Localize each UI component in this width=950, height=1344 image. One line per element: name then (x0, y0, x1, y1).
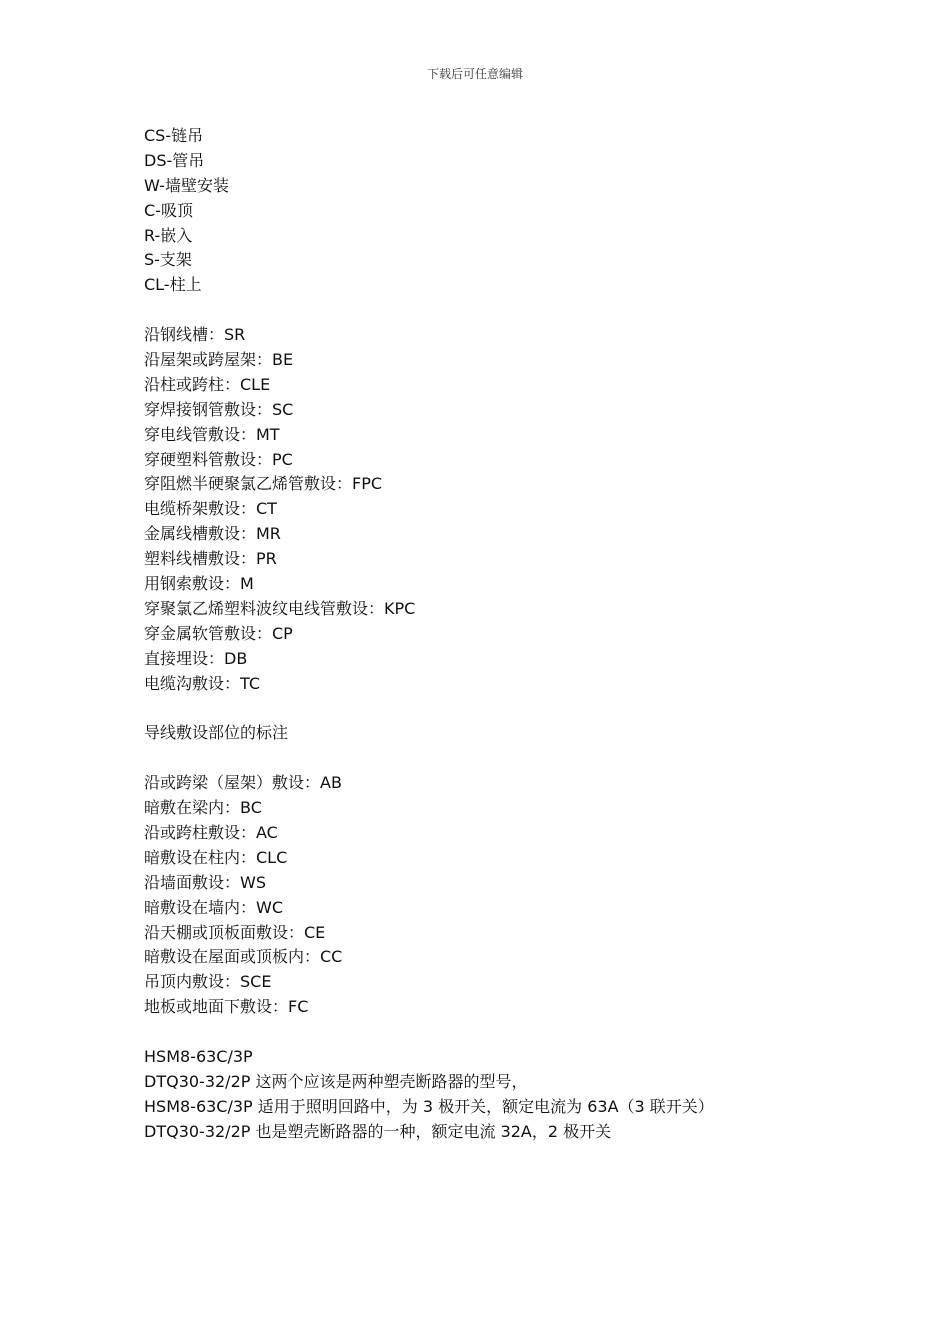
list-item: 地板或地面下敷设：FC (144, 997, 309, 1017)
list-item: 沿或跨柱敷设：AC (144, 822, 278, 842)
list-item: 暗敷设在屋面或顶板内：CC (144, 947, 343, 967)
list-item: 沿柱或跨柱：CLE (144, 374, 271, 394)
breaker-line: HSM8-63C/3P 适用于照明回路中，为 3 极开关，额定电流为 63A（3 联开关） (144, 1096, 714, 1116)
paragraph-gap (144, 746, 864, 771)
list-item: CL-柱上 (144, 275, 202, 295)
list-item: 沿天棚或顶板面敷设：CE (144, 922, 326, 942)
list-item: 沿或跨梁（屋架）敷设：AB (144, 773, 342, 793)
list-item: 穿电线管敷设：MT (144, 424, 280, 444)
breaker-line: HSM8-63C/3P (144, 1046, 253, 1066)
breaker-notes (144, 1045, 864, 1145)
list-item: CS-链吊 (144, 126, 204, 145)
list-item: 沿屋架或跨屋架：BE (144, 350, 294, 370)
list-item: 沿钢线槽：SR (144, 325, 246, 345)
paragraph-gap (144, 696, 864, 721)
breaker-line: DTQ30-32/2P 这两个应该是两种塑壳断路器的型号， (144, 1071, 528, 1091)
install-methods-list (144, 124, 864, 298)
paragraph-gap (144, 298, 864, 323)
list-item: 穿硬塑料管敷设：PC (144, 449, 293, 469)
page-header: 下载后可任意编辑 (426, 67, 523, 81)
list-item: 暗敷在梁内：BC (144, 798, 262, 818)
list-item: 电缆沟敷设：TC (144, 673, 261, 693)
list-item: 穿焊接钢管敷设：SC (144, 399, 294, 419)
list-item: R-嵌入 (144, 225, 193, 245)
list-item: 直接埋设：DB (144, 648, 248, 668)
list-item: 穿阻燃半硬聚氯乙烯管敷设：FPC (144, 474, 383, 494)
list-item: 用钢索敷设：M (144, 574, 254, 594)
list-item: S-支架 (144, 250, 192, 270)
list-item: 穿金属软管敷设：CP (144, 623, 293, 643)
document-body (144, 124, 864, 1145)
list-item: 金属线槽敷设：MR (144, 524, 281, 544)
list-item: 暗敷设在柱内：CLC (144, 847, 288, 867)
section-heading: 导线敷设部位的标注 (144, 723, 289, 743)
list-item: C-吸顶 (144, 200, 193, 220)
list-item: 电缆桥架敷设：CT (144, 499, 277, 519)
list-item: 暗敷设在墙内：WC (144, 897, 283, 917)
wiring-methods-list (144, 323, 864, 696)
list-item: W-墙壁安装 (144, 175, 229, 195)
breaker-line: DTQ30-32/2P 也是塑壳断路器的一种，额定电流 32A，2 极开关 (144, 1121, 612, 1141)
list-item: DS-管吊 (144, 150, 205, 170)
list-item: 吊顶内敷设：SCE (144, 972, 272, 992)
position-methods-list (144, 771, 864, 1020)
list-item: 穿聚氯乙烯塑料波纹电线管敷设：KPC (144, 598, 416, 618)
list-item: 沿墙面敷设：WS (144, 872, 266, 892)
paragraph-gap (144, 1020, 864, 1045)
list-item: 塑料线槽敷设：PR (144, 549, 277, 569)
